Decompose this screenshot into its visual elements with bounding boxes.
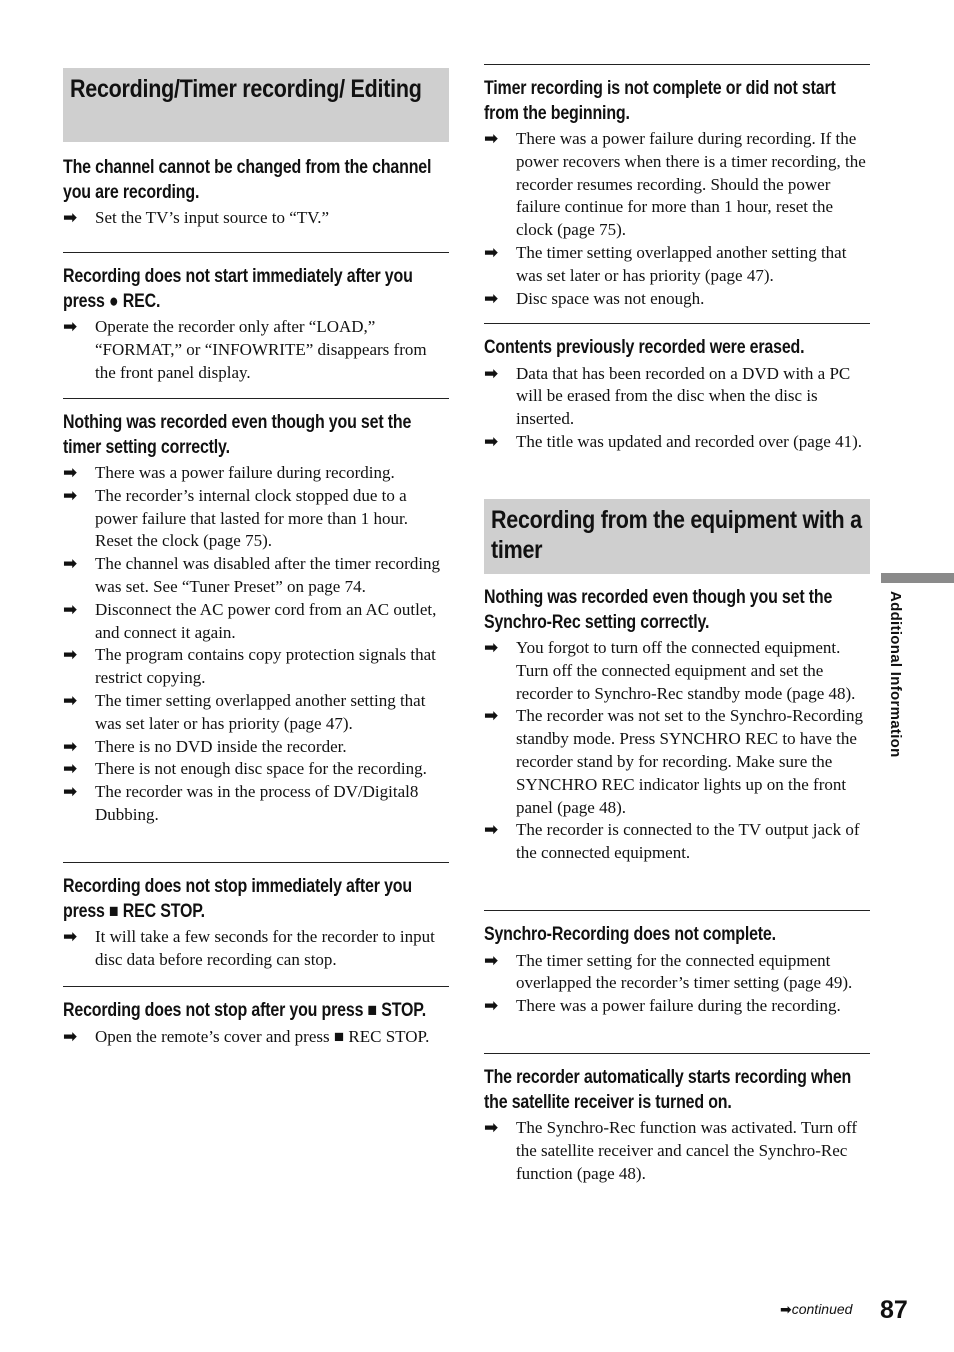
- banner-title: Recording from the equipment with a timer: [491, 506, 862, 564]
- arrow-right-icon: ➡: [63, 927, 78, 947]
- arrow-right-icon: ➡: [63, 1026, 78, 1047]
- solution-item: ➡ There was a power failure during recording. If the power recovers when there is a timer recording, the recorder resumes recording. Should the power failure continue for more than 1 hour, reset the clock (page 75).: [484, 129, 866, 240]
- problem-heading: Recording does not start immediately after you press ● REC.: [63, 266, 413, 312]
- problem-heading: Timer recording is not complete or did not start from the beginning.: [484, 78, 836, 124]
- arrow-right-icon: ➡: [484, 638, 499, 658]
- troubleshoot-rec-stop-delay: [63, 862, 449, 972]
- arrow-right-icon: ➡: [484, 431, 499, 452]
- solution-item: ➡ There is no DVD inside the recorder.: [63, 736, 347, 757]
- problem-heading: The recorder automatically starts recording when the satellite receiver is turned on.: [484, 1067, 852, 1113]
- arrow-right-icon: ➡: [484, 996, 499, 1017]
- solution-item: ➡ The recorder is connected to the TV output jack of the connected equipment.: [484, 820, 860, 863]
- troubleshoot-recording-not-start: [63, 252, 449, 384]
- problem-heading: Nothing was recorded even though you set the Synchro-Rec setting correctly.: [484, 587, 833, 633]
- solution-item: ➡ The timer setting overlapped another setting that was set later or has priority (page 47).: [63, 690, 426, 733]
- solution-item: ➡ You forgot to turn off the connected equipment. Turn off the connected equipment and set the recorder to Synchro-Rec standby mode (page 48).: [484, 638, 856, 703]
- solution-item: ➡ There was a power failure during the recording.: [484, 996, 841, 1017]
- problem-heading: The channel cannot be changed from the channel you are recording.: [63, 157, 432, 203]
- arrow-right-icon: ➡: [63, 554, 78, 575]
- arrow-right-icon: ➡: [780, 1302, 792, 1318]
- problem-heading: Contents previously recorded were erased.: [484, 337, 805, 358]
- troubleshoot-nothing-recorded-timer: [63, 398, 449, 827]
- solution-item: ➡ The program contains copy protection signals that restrict copying.: [63, 645, 436, 688]
- solution-item: ➡ The timer setting overlapped another setting that was set later or has priority (page 47).: [484, 242, 847, 285]
- arrow-right-icon: ➡: [484, 820, 499, 841]
- arrow-right-icon: ➡: [484, 1118, 499, 1138]
- arrow-right-icon: ➡: [63, 463, 78, 483]
- arrow-right-icon: ➡: [63, 782, 78, 803]
- solution-item: ➡ Data that has been recorded on a DVD with a PC will be erased from the disc when the disc is inserted.: [484, 363, 851, 429]
- solution-item: ➡ The recorder was in the process of DV/Digital8 Dubbing.: [63, 782, 419, 824]
- banner-title: Recording/Timer recording/ Editing: [70, 75, 422, 103]
- arrow-right-icon: ➡: [484, 129, 499, 149]
- troubleshoot-timer-incomplete: [484, 64, 870, 310]
- continued-indicator: [780, 1301, 852, 1318]
- troubleshoot-contents-erased: [484, 323, 870, 454]
- problem-heading: Recording does not stop after you press ■ STOP.: [63, 1000, 426, 1021]
- solution-item: ➡ The recorder was not set to the Synchro-Recording standby mode. Press SYNCHRO REC to have the recorder stand by for recording. Make sure the SYNCHRO REC indicator lights up on the front panel (page 48).: [484, 706, 863, 817]
- solution-item: ➡ The recorder’s internal clock stopped due to a power failure that lasted for more than 1 hour. Reset the clock (page 75).: [63, 485, 408, 551]
- problem-heading: Synchro-Recording does not complete.: [484, 924, 776, 945]
- troubleshoot-stop-not-working: [63, 986, 449, 1048]
- troubleshoot-synchro-incomplete: [484, 910, 870, 1018]
- arrow-right-icon: ➡: [484, 288, 499, 309]
- arrow-right-icon: ➡: [63, 485, 78, 506]
- arrow-right-icon: ➡: [63, 690, 78, 711]
- troubleshoot-synchro-nothing-recorded: [484, 586, 870, 865]
- arrow-right-icon: ➡: [484, 706, 499, 727]
- arrow-right-icon: ➡: [63, 317, 78, 337]
- arrow-right-icon: ➡: [63, 645, 78, 666]
- solution-item: ➡ The channel was disabled after the timer recording was set. See “Tuner Preset” on page 74.: [63, 554, 441, 596]
- troubleshoot-channel-cannot-change: [63, 156, 449, 230]
- solution-item: ➡ Disc space was not enough.: [484, 288, 705, 309]
- arrow-right-icon: ➡: [63, 759, 78, 780]
- solution-item: ➡ The timer setting for the connected equipment overlapped the recorder’s timer setting (page 49).: [484, 950, 853, 993]
- solution-item: ➡ It will take a few seconds for the recorder to input disc data before recording can stop.: [63, 927, 435, 969]
- section-banner-recording-editing: [63, 68, 449, 142]
- solution-item: ➡ There was a power failure during recording.: [63, 463, 395, 483]
- arrow-right-icon: ➡: [63, 208, 78, 228]
- solution-item: ➡ Disconnect the AC power cord from an AC outlet, and connect it again.: [63, 599, 437, 642]
- solution-item: ➡ Set the TV’s input source to “TV.”: [63, 208, 330, 228]
- arrow-right-icon: ➡: [63, 599, 78, 620]
- solution-item: ➡ The Synchro-Rec function was activated. Turn off the satellite receiver and cancel the Synchro-Rec function (page 48).: [484, 1118, 858, 1183]
- chapter-side-label: [884, 591, 906, 791]
- solution-item: ➡ Open the remote’s cover and press ■ REC STOP.: [63, 1026, 430, 1047]
- solution-item: ➡ There is not enough disc space for the recording.: [63, 759, 427, 780]
- problem-heading: Nothing was recorded even though you set the timer setting correctly.: [63, 412, 412, 458]
- arrow-right-icon: ➡: [63, 736, 78, 757]
- continued-text: continued: [791, 1301, 853, 1317]
- arrow-right-icon: ➡: [484, 950, 499, 971]
- arrow-right-icon: ➡: [484, 242, 499, 263]
- page-number: 87: [880, 1296, 908, 1324]
- chapter-tab-marker: [881, 573, 954, 583]
- chapter-label-text: Additional Information: [887, 591, 904, 758]
- solution-item: ➡ The title was updated and recorded over (page 41).: [484, 431, 862, 452]
- problem-heading: Recording does not stop immediately after you press ■ REC STOP.: [63, 876, 412, 922]
- arrow-right-icon: ➡: [484, 363, 499, 384]
- solution-item: ➡ Operate the recorder only after “LOAD,” “FORMAT,” or “INFOWRITE” disappears from the front panel display.: [63, 317, 427, 382]
- section-banner-recording-equipment: [484, 499, 870, 574]
- troubleshoot-auto-start-satellite: [484, 1053, 870, 1185]
